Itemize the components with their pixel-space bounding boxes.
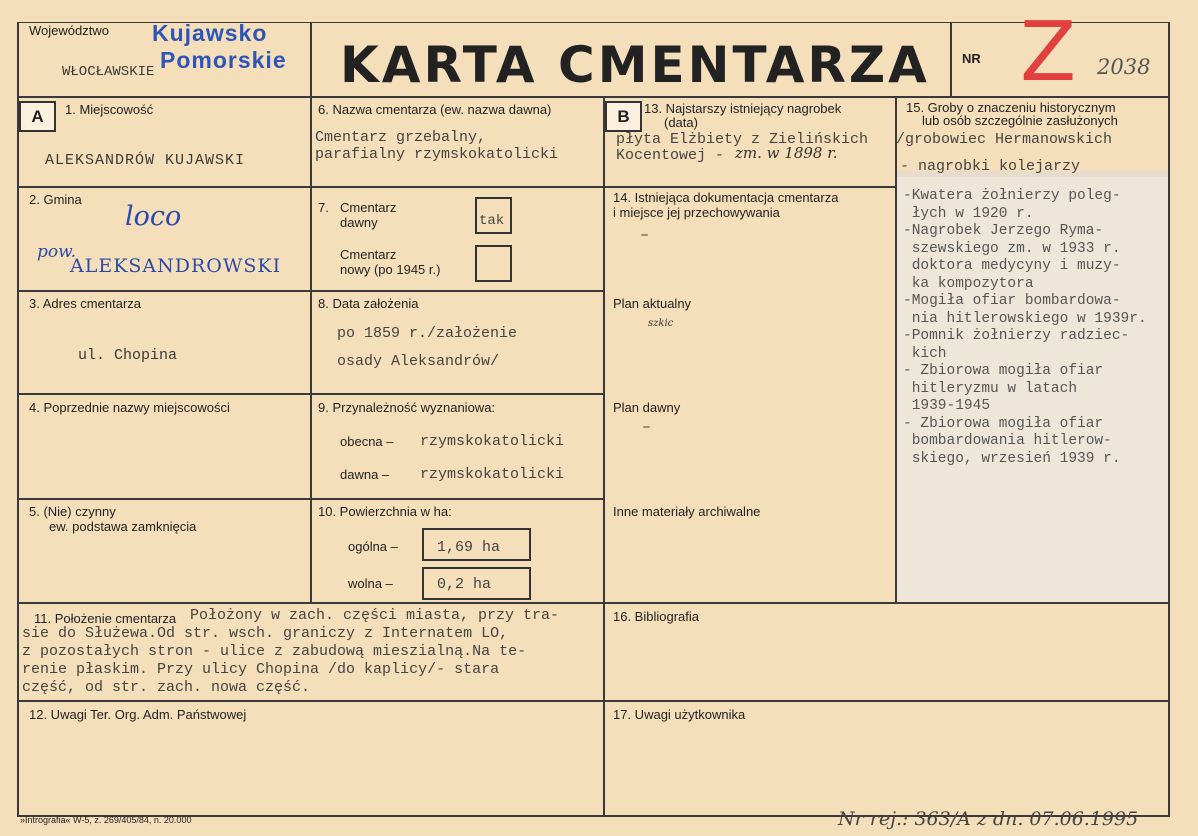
- f7-nowy-2: nowy (po 1945 r.): [340, 262, 441, 277]
- f15-item: kich: [903, 345, 947, 362]
- plan-dawny-label: Plan dawny: [613, 400, 681, 415]
- f11-line2: sie do Służewa.Od str. wsch. graniczy z Internatem LO,: [22, 625, 509, 642]
- f15-item: doktora medycyny i muzy-: [903, 258, 1121, 274]
- f15-label-1: 15. Groby o znaczeniu historycznym: [906, 100, 1116, 115]
- f10-label: 10. Powierzchnia w ha:: [318, 504, 452, 519]
- f15-item: -Pomnik żołnierzy radziec-: [903, 328, 1130, 344]
- f15-item: - Zbiorowa mogiła ofiar: [903, 363, 1104, 379]
- row-line-5: [17, 602, 1170, 604]
- f13-line2: Kocentowej -: [616, 147, 725, 164]
- row-line-2: [17, 290, 605, 292]
- f7-dawny-1: Cmentarz: [340, 200, 397, 215]
- f4-label: 4. Poprzednie nazwy miejscowości: [29, 400, 230, 415]
- row-line-6: [17, 700, 1170, 702]
- nr-number: 2038: [1097, 55, 1151, 79]
- section-b-box: B: [605, 101, 642, 132]
- f13-label-1: 13. Najstarszy istniejący nagrobek: [644, 101, 842, 116]
- f15-item: -Nagrobek Jerzego Ryma-: [903, 223, 1104, 239]
- stamp-line-1: Kujawsko: [152, 20, 268, 46]
- f9-dawna-label: dawna –: [340, 467, 390, 482]
- f10-wolna-value: 0,2 ha: [437, 576, 492, 593]
- nr-letter: Z: [1020, 5, 1077, 100]
- f12-label: 12. Uwagi Ter. Org. Adm. Państwowej: [29, 707, 247, 722]
- f13-line1: płyta Elżbiety z Zielińskich: [616, 131, 869, 148]
- f10-wolna-label: wolna –: [348, 576, 393, 591]
- f7-dawny-2: dawny: [340, 215, 378, 230]
- row-line-1: [17, 186, 897, 188]
- f15-item: - Zbiorowa mogiła ofiar: [903, 415, 1104, 432]
- row-line-3: [17, 393, 605, 395]
- f9-obecna-value: rzymskokatolicki: [420, 433, 565, 450]
- f14-value: –: [640, 227, 650, 244]
- f3-label: 3. Adres cmentarza: [29, 296, 141, 311]
- inne-materialy-label: Inne materiały archiwalne: [613, 504, 761, 519]
- f7-nowy-1: Cmentarz: [340, 247, 397, 262]
- wojewodztwo-typed: WŁOCŁAWSKIE: [62, 64, 155, 80]
- f3-value: ul. Chopina: [78, 347, 178, 364]
- border-right: [1168, 22, 1170, 817]
- plan-aktualny-value: szkic: [648, 318, 674, 329]
- f7-nowy-checkbox: [475, 245, 512, 282]
- col3-divider: [895, 96, 897, 603]
- f9-label: 9. Przynależność wyznaniowa:: [318, 400, 496, 415]
- nr-divider: [950, 22, 952, 97]
- f2-pow: pow.: [37, 242, 77, 262]
- f11-line4: renie płaskim. Przy ulicy Chopina /do kaplicy/- stara: [22, 661, 500, 678]
- f15-item: ka kompozytora: [903, 275, 1034, 292]
- wojewodztwo-label: Województwo: [29, 23, 109, 38]
- f2-hand-value: loco: [125, 201, 182, 232]
- f7-dawny-value: tak: [479, 213, 505, 229]
- f6-label: 6. Nazwa cmentarza (ew. nazwa dawna): [318, 102, 552, 117]
- f15-item: bombardowania hitlerow-: [903, 433, 1112, 449]
- f14-label-2: i miejsce jej przechowywania: [613, 205, 780, 220]
- f5-label-1: 5. (Nie) czynny: [29, 504, 116, 519]
- f14-label-1: 14. Istniejąca dokumentacja cmentarza: [613, 190, 839, 205]
- f16-label: 16. Bibliografia: [613, 609, 699, 624]
- f2-label: 2. Gmina: [29, 192, 82, 207]
- plan-aktualny-label: Plan aktualny: [613, 296, 692, 311]
- f1-value: ALEKSANDRÓW KUJAWSKI: [45, 152, 246, 169]
- f9-dawna-value: rzymskokatolicki: [420, 466, 565, 483]
- f11-line3: z pozostałych stron - ulice z zabudową mieszialną.Na te-: [22, 643, 527, 660]
- f15-item: hitleryzmu w latach: [903, 380, 1078, 397]
- f10-ogolna-label: ogólna –: [348, 539, 398, 554]
- f17-label: 17. Uwagi użytkownika: [613, 707, 746, 722]
- f15-line-b: - nagrobki kolejarzy: [900, 158, 1081, 175]
- f11-line1: Położony w zach. części miasta, przy tra-: [190, 607, 560, 624]
- f15-item: łych w 1920 r.: [903, 205, 1034, 222]
- border-left: [17, 22, 19, 816]
- f11-line5: część, od str. zach. nowa część.: [22, 679, 311, 696]
- f7-label: 7.: [318, 200, 329, 215]
- f8-label: 8. Data założenia: [318, 296, 419, 311]
- f15-list: [903, 188, 1167, 468]
- row-line-4: [17, 498, 605, 500]
- f9-obecna-label: obecna –: [340, 434, 394, 449]
- f13-label-2: (data): [664, 115, 698, 130]
- plan-dawny-value: –: [642, 419, 652, 436]
- registry-number: Nr rej.: 363/A z dn. 07.06.1995: [838, 808, 1139, 830]
- f11-label: 11. Położenie cmentarza: [34, 611, 177, 626]
- f15-label-2: lub osób szczególnie zasłużonych: [922, 113, 1118, 128]
- section-a-box: A: [19, 101, 56, 132]
- f6-line1: Cmentarz grzebalny,: [315, 129, 487, 146]
- f15-item: nia hitlerowskiego w 1939r.: [903, 310, 1147, 327]
- f15-item: -Kwatera żołnierzy poleg-: [903, 188, 1121, 204]
- nr-label: NR: [962, 51, 981, 66]
- f8-line2: osady Aleksandrów/: [337, 353, 500, 370]
- f15-item: 1939-1945: [903, 398, 991, 414]
- card-title: KARTA CMENTARZA: [340, 36, 930, 94]
- f1-label: 1. Miejscowość: [65, 102, 154, 117]
- f15-item: -Mogiła ofiar bombardowa-: [903, 293, 1121, 309]
- f15-item: skiego, wrzesień 1939 r.: [903, 450, 1121, 467]
- f6-line2: parafialny rzymskokatolicki: [315, 146, 559, 163]
- f2-value2: ALEKSANDROWSKI: [70, 255, 282, 277]
- f15-line-a: /grobowiec Hermanowskich: [896, 131, 1113, 148]
- f10-ogolna-value: 1,69 ha: [437, 539, 501, 556]
- col2-divider: [603, 96, 605, 816]
- f5-label-2: ew. podstawa zamknięcia: [49, 519, 197, 534]
- f8-line1: po 1859 r./założenie: [337, 325, 518, 342]
- printer-note: »Intrografia« W-5, z. 269/405/84, n. 20.000: [20, 815, 192, 825]
- header-divider: [17, 96, 1170, 98]
- f15-item: szewskiego zm. w 1933 r.: [903, 240, 1121, 257]
- f13-hand: zm. w 1898 r.: [735, 144, 838, 162]
- col1-divider: [310, 22, 312, 603]
- stamp-line-2: Pomorskie: [160, 47, 287, 73]
